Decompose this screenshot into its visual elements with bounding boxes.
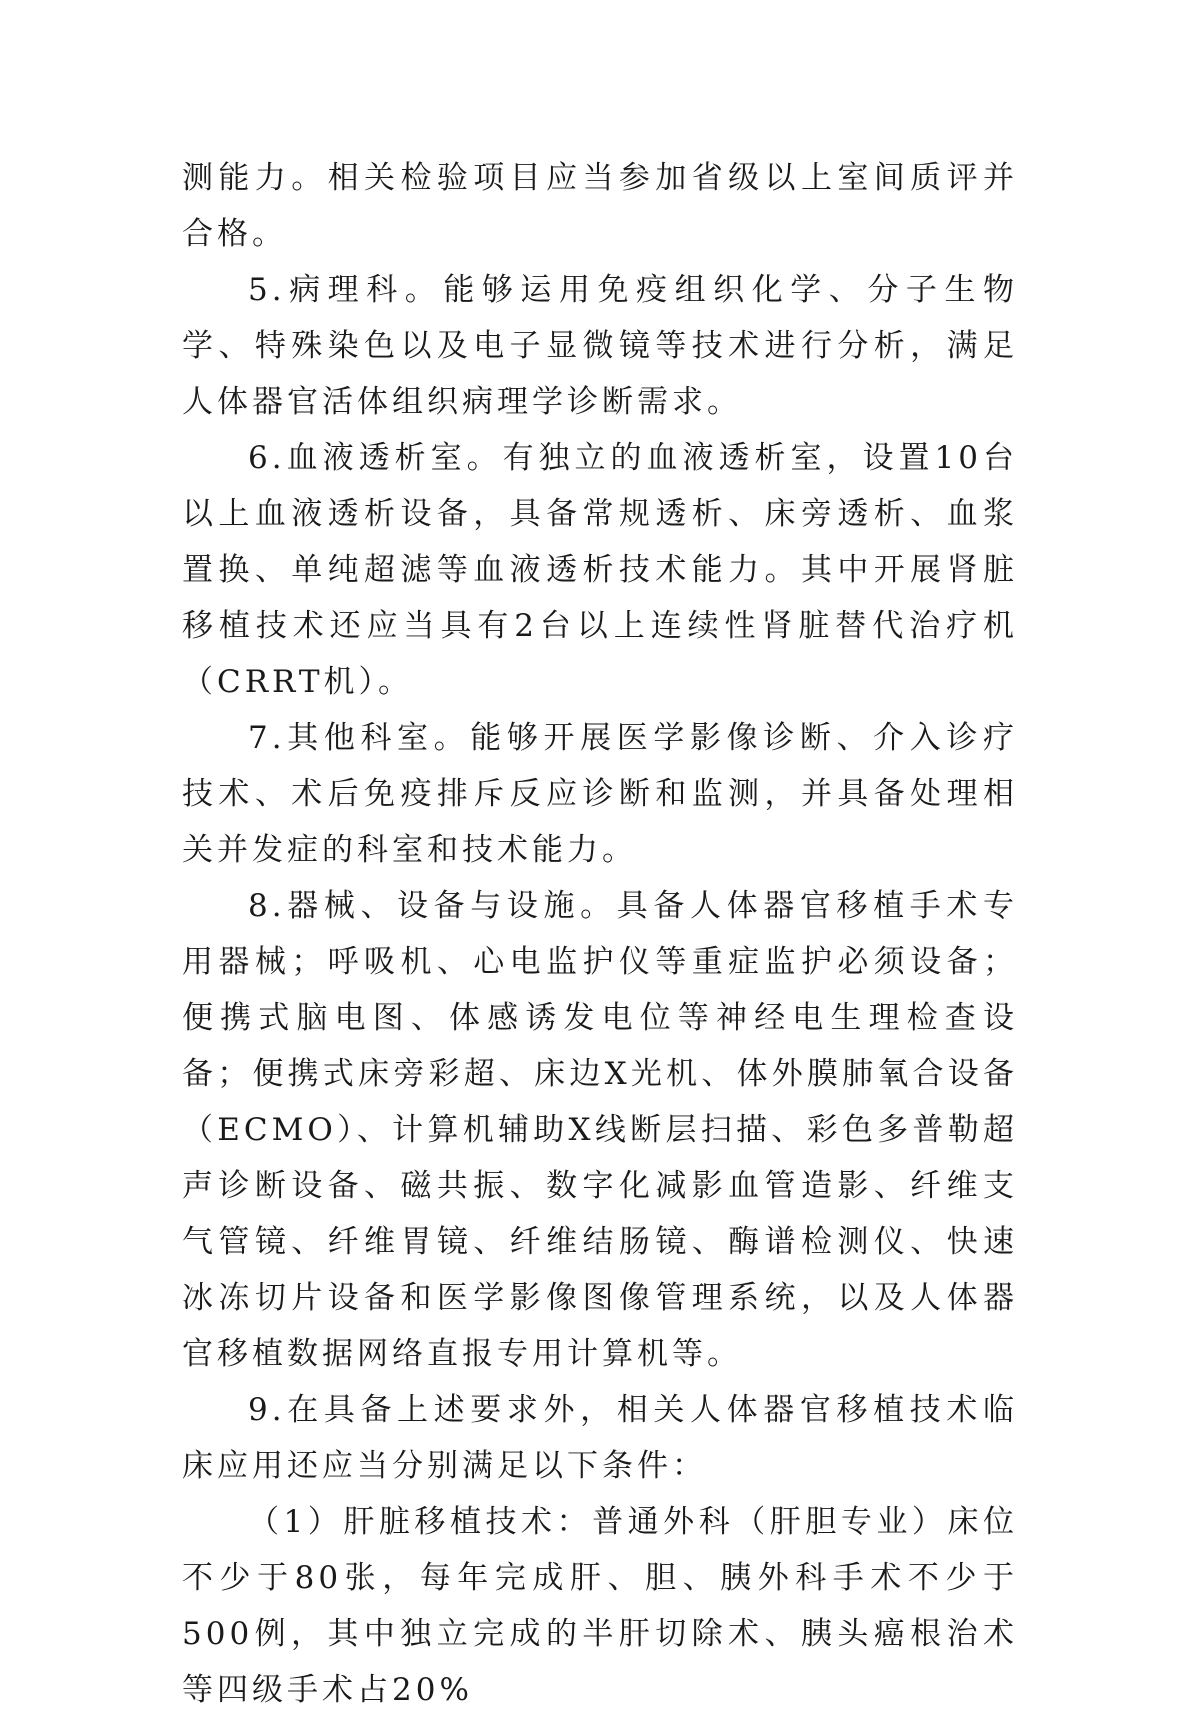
paragraph-continuation: 测能力。相关检验项目应当参加省级以上室间质评并合格。 <box>182 160 1018 252</box>
paragraph-other-departments: 7.其他科室。能够开展医学影像诊断、介入诊疗技术、术后免疫排斥反应诊断和监测，并具备处理相关并发症的科室和技术能力。 <box>182 720 1018 868</box>
paragraph-additional-conditions: 9.在具备上述要求外，相关人体器官移植技术临床应用还应当分别满足以下条件： <box>182 1392 1018 1484</box>
paragraph-hemodialysis: 6.血液透析室。有独立的血液透析室，设置10台以上血液透析设备，具备常规透析、床旁透析、血浆置换、单纯超滤等血液透析技术能力。其中开展肾脏移植技术还应当具有2台以上连续性肾脏替代治疗机（CRRT机）。 <box>182 440 1018 700</box>
paragraph-pathology: 5.病理科。能够运用免疫组织化学、分子生物学、特殊染色以及电子显微镜等技术进行分析，满足人体器官活体组织病理学诊断需求。 <box>182 272 1018 420</box>
document-body <box>182 150 1018 1718</box>
paragraph-liver-transplant: （1）肝脏移植技术：普通外科（肝胆专业）床位不少于80张，每年完成肝、胆、胰外科手术不少于500例，其中独立完成的半肝切除术、胰头癌根治术等四级手术占20% <box>182 1504 1018 1708</box>
paragraph-equipment: 8.器械、设备与设施。具备人体器官移植手术专用器械；呼吸机、心电监护仪等重症监护必须设备；便携式脑电图、体感诱发电位等神经电生理检查设备；便携式床旁彩超、床边X光机、体外膜肺氧合设备（ECMO）、计算机辅助X线断层扫描、彩色多普勒超声诊断设备、磁共振、数字化减影血管造影、纤维支气管镜、纤维胃镜、纤维结肠镜、酶谱检测仪、快速冰冻切片设备和医学影像图像管理系统，以及人体器官移植数据网络直报专用计算机等。 <box>182 888 1018 1372</box>
